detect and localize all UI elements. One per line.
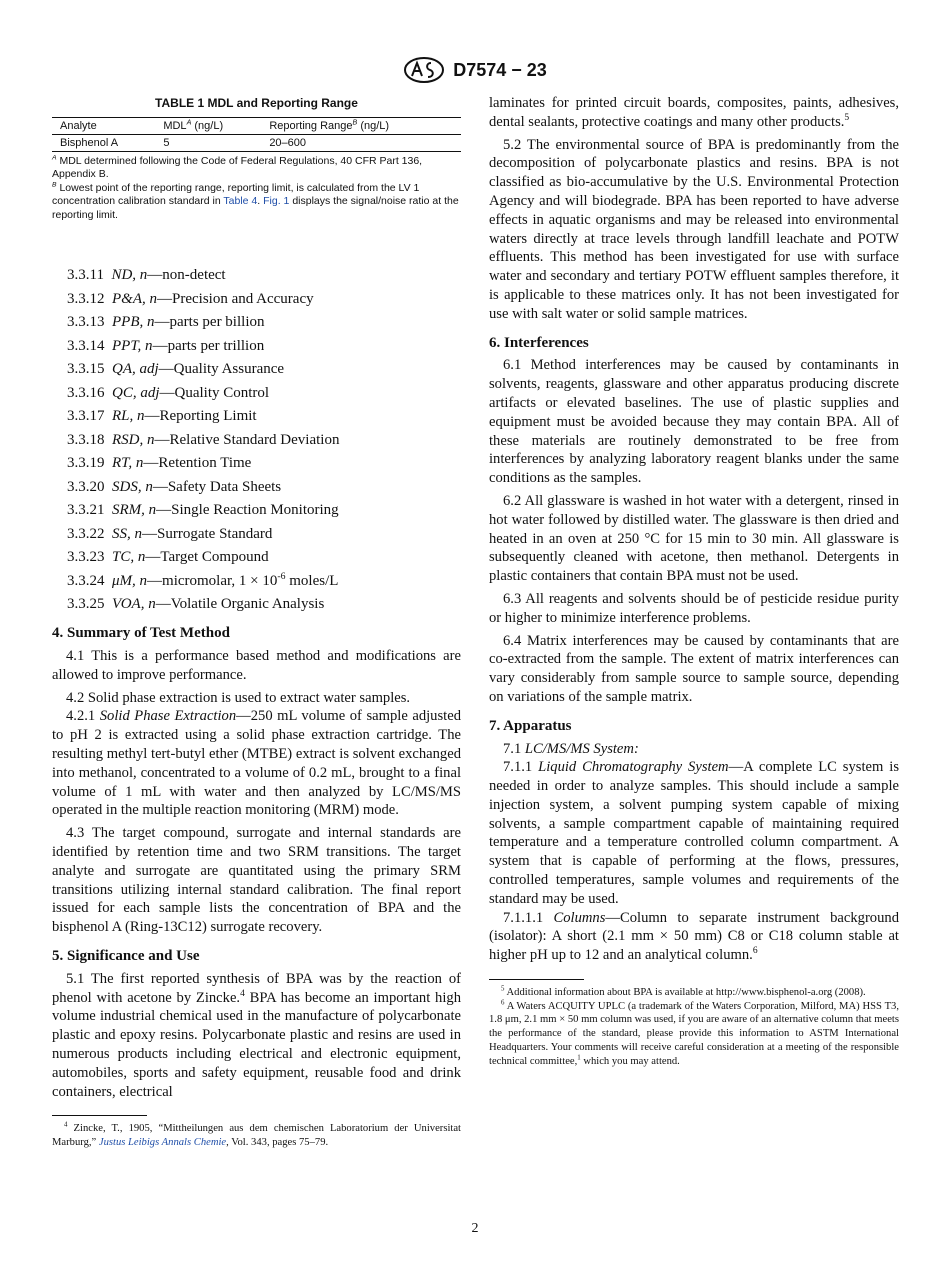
col-mdl: $MDL^A$ (ng/L) (155, 117, 261, 134)
section-6-heading: 6. Interferences (489, 334, 589, 351)
cell-range: 20–600 (261, 134, 461, 151)
para-4-1: 4.1 This is a performance based method and modifications are allowed to improve performance. (52, 648, 461, 683)
footnote-rule (489, 979, 584, 980)
para-4-2-1: 4.2.1 Solid Phase Extraction—250 mL volume of sample adjusted to pH 2 is extracted using a solid phase extraction cartridge. The resulting methyl tert-butyl ether (MTBE) extract is solvent exchanged into methanol, concentrated to a volume of 0.2 mL, brought to a final volume of 1 mL with water and then analyzed by LC/MS/MS operated in the multiple reaction monitoring (MRM) mode. (52, 708, 461, 819)
table4-link[interactable]: Table 4 (223, 195, 258, 208)
col-reporting-range: Reporting Range$^B$ (ng/L) (261, 117, 461, 134)
definition-item: 3.3.22 SS, n—Surrogate Standard (67, 525, 273, 542)
para-7-1: 7.1 LC/MS/MS System: (503, 740, 639, 757)
table-notes (52, 155, 461, 223)
section-4-heading: 4. Summary of Test Method (52, 625, 230, 642)
definition-item: 3.3.16 QC, adj—Quality Control (67, 384, 270, 401)
para-6-1: 6.1 Method interferences may be caused by contaminants in solvents, reagents, glassware and other apparatus producing discrete artifacts or elevated baselines. The use of plastic supplies and equipment must be avoided because they may contain BPA. All of these materials are routinely demonstrated to be free from interferences by analyzing laboratory reagent blanks under the same conditions as the samples. (489, 357, 899, 487)
para-6-4: 6.4 Matrix interferences may be caused by contaminants that are co-extracted from the sample. The extent of matrix interferences can vary considerably from sample source to sample source, depending on variations of the sample matrix. (489, 632, 899, 705)
para-5-1: 5.1 The first reported synthesis of BPA was by the reaction of phenol with acetone by Zincke.$^4$ BPA has become an important high volume industrial chemical used in the manufacture of polycarbonate plastic and epoxy resins. Polycarbonate plastic and resins are used in numerous products including electrical and electronic equipment, automobiles, sports and safety equipment, reusable food and drink containers, electrical (52, 970, 461, 1100)
astm-logo-icon (403, 56, 445, 84)
footnote-rule (52, 1115, 147, 1116)
table-header-row (52, 117, 461, 134)
table-row (52, 134, 461, 151)
para-7-1-1-1: 7.1.1.1 Columns—Column to separate instrument background (isolator): A short (2.1 mm × 50 mm) C8 or C18 column stable at higher pH up to 12 and an analytical column.$^6$ (489, 909, 899, 964)
table-note-b: $^B$ Lowest point of the reporting range, reporting limit, is calculated from the LV 1 concentration calibration standard in Table 4. Fig. 1 displays the signal/noise ratio at the reporting limit. (52, 181, 459, 221)
definition-item: 3.3.18 RSD, n—Relative Standard Deviation (67, 431, 340, 448)
definition-item: 3.3.13 PPB, n—parts per billion (67, 314, 265, 331)
section-7-heading: 7. Apparatus (489, 717, 572, 734)
definition-item: 3.3.14 PPT, n—parts per trillion (67, 337, 265, 354)
definition-item: 3.3.20 SDS, n—Safety Data Sheets (67, 478, 282, 495)
footnote-4: $^4$ Zincke, T., 1905, “Mittheilungen aus dem chemischen Laboratorium der Universitat Marburg,” Justus Leibigs Annals Chemie, Vol. 343, pages 75–79. (52, 1121, 461, 1149)
definition-item: 3.3.17 RL, n—Reporting Limit (67, 408, 257, 425)
para-7-1-1: 7.1.1 Liquid Chromatography System—A complete LC system is needed in order to analyze samples. This should include a sample injection system, a solvent pumping system capable of mixing solvents, a sample compartment capable of maintaining required temperature and a temperature controlled column compartment. A system that is capable of performing at the flows, pressures, controlled temperatures, sample volumes and requirements of the standard may be used. (489, 759, 899, 907)
fig1-link[interactable]: Fig. 1 (263, 195, 290, 208)
table-title: TABLE 1 MDL and Reporting Range (155, 96, 358, 110)
para-6-3: 6.3 All reagents and solvents should be of pesticide residue purity or higher to minimize interference problems. (489, 590, 899, 626)
col-analyte: Analyte (52, 117, 155, 134)
left-column (52, 94, 461, 1150)
para-5-1-cont: laminates for printed circuit boards, composites, paints, adhesives, dental sealants, protective coatings and many other products.$^5$ (489, 95, 899, 130)
definitions-list (52, 266, 461, 614)
definition-item: 3.3.24 μM, n—micromolar, $1 \times 10^{-6}$ moles/L (67, 570, 339, 589)
footnote-6: $^6$ A Waters ACQUITY UPLC (a trademark of the Waters Corporation, Milford, MA) HSS T3, 1.8 μm, 2.1 mm × 50 mm column was used, if you are aware of an alternative column that meets the performance of the standard, please provide this information to ASTM International Headquarters. Your comments will receive careful consideration at a meeting of the responsible technical committee,$^1$ which you may attend. (489, 999, 899, 1067)
definition-item: 3.3.21 SRM, n—Single Reaction Monitoring (67, 502, 339, 519)
definition-item: 3.3.12 P&A, n—Precision and Accuracy (67, 290, 314, 307)
section-5-heading: 5. Significance and Use (52, 947, 200, 964)
para-4-2: 4.2 Solid phase extraction is used to extract water samples. (66, 689, 411, 706)
definition-item: 3.3.23 TC, n—Target Compound (67, 549, 269, 566)
definition-item: 3.3.25 VOA, n—Volatile Organic Analysis (67, 596, 325, 613)
mdl-table (52, 117, 461, 152)
cell-mdl: 5 (155, 134, 261, 151)
journal-link[interactable]: Justus Leibigs Annals Chemie (98, 1137, 227, 1149)
standard-designation: D7574 − 23 (453, 59, 547, 80)
para-6-2: 6.2 All glassware is washed in hot water with a detergent, rinsed in hot water followed by distilled water. The glassware is then dried and heated in an oven at 250 °C for 15 min to 30 min. All glassware is subsequently cleaned with acetone, then methanol. Detergents in plastic containers that contain BPA must not be used. (489, 492, 899, 585)
para-5-2: 5.2 The environmental source of BPA is predominantly from the decomposition of polycarbonate plastics and resins. BPA is not classified as bio-accumulative by the U.S. Environmental Protection Agency and will biodegrade. BPA has been reported to have adverse effects in aquatic organisms and may be released into environmental waters directly at trace levels through landfill leachate and POTW effluents. This method has been investigated for use with surface water and secondary and tertiary POTW effluent samples therefore, it is applicable to these matrices only. It has not been investigated for use with salt water or solid sample matrices. (489, 136, 899, 322)
definition-item: 3.3.11 ND, n—non-detect (67, 267, 226, 284)
definition-item: 3.3.19 RT, n—Retention Time (67, 455, 252, 472)
page-header (0, 56, 950, 84)
table-note-a: $^A$ MDL determined following the Code of Federal Regulations, 40 CFR Part 136, Appendix B. (52, 154, 423, 181)
page-number: 2 (471, 1221, 479, 1236)
footnote-5: $^5$ Additional information about BPA is available at http://www.bisphenol-a.org (2008). (501, 985, 866, 999)
para-4-3: 4.3 The target compound, surrogate and internal standards are identified by retention time and two SRM transitions. The target analyte and surrogate are quantitated using the primary SRM transitions utilizing internal standard calibration. The final report issued for each sample lists the concentration of BPA and the bisphenol A (Ring-13C12) surrogate recovery. (52, 825, 461, 936)
cell-analyte: Bisphenol A (52, 134, 155, 151)
right-column (489, 94, 899, 1068)
definition-item: 3.3.15 QA, adj—Quality Assurance (67, 361, 285, 378)
